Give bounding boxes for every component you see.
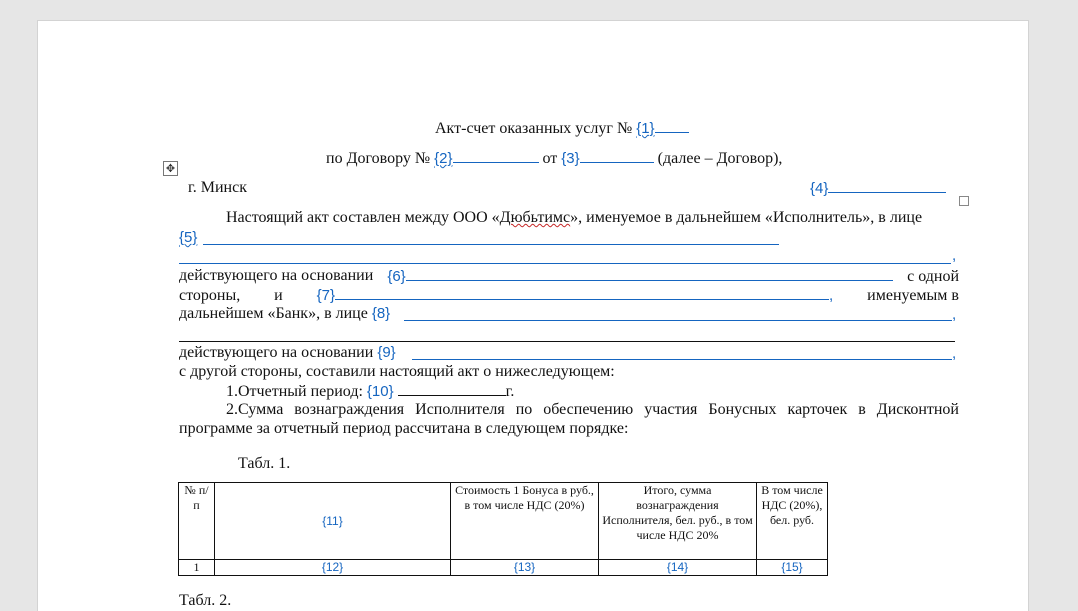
- comma-3: ,: [952, 306, 957, 323]
- placeholder-9[interactable]: {9}: [377, 344, 396, 361]
- table-1: [178, 482, 828, 576]
- city-label: г. Минск: [188, 179, 247, 196]
- placeholder-5-line: [203, 244, 779, 245]
- header-placeholder-11[interactable]: {11}: [215, 483, 451, 560]
- placeholder-2[interactable]: {2}: [434, 150, 453, 167]
- date-field: [810, 178, 946, 198]
- cell-placeholder-15[interactable]: {15}: [757, 560, 828, 576]
- table-2-caption: Табл. 2.: [179, 592, 232, 609]
- placeholder-5-line-2: [179, 263, 951, 264]
- paragraph-1-line-1: Настоящий акт составлен между ООО «Дюбьтимс», именуемое в дальнейшем «Исполнитель», в лице: [226, 209, 923, 226]
- table-1-header-row: [179, 483, 828, 560]
- placeholder-6-line: [406, 266, 893, 281]
- item-1: 1.Отчетный период: {10} г.: [226, 383, 515, 400]
- basis-line-1: действующего на основании {6} с одной: [179, 267, 959, 285]
- item-2-line-2: программе за отчетный период рассчитана в следующем порядке:: [179, 420, 629, 437]
- paragraph-1-line-2: [179, 228, 197, 247]
- cell-placeholder-13[interactable]: {13}: [451, 560, 599, 576]
- company-name: Дюбьтимс: [499, 209, 571, 226]
- placeholder-4[interactable]: {4}: [810, 180, 829, 197]
- table-move-icon[interactable]: ✥: [163, 161, 178, 176]
- placeholder-7[interactable]: {7}: [316, 287, 336, 304]
- placeholder-10-line: [398, 381, 506, 396]
- table-row: [179, 560, 828, 576]
- side-line: стороны, и {7} , именуемым в: [179, 287, 959, 304]
- cell-num[interactable]: 1: [179, 560, 215, 576]
- placeholder-7-line: [335, 285, 829, 300]
- comma-2: ,: [829, 287, 834, 304]
- document-title: Акт-счет оказанных услуг № {1}: [435, 118, 689, 138]
- placeholder-5[interactable]: {5}: [179, 229, 198, 246]
- item-2-line-1: 2.Сумма вознаграждения Исполнителя по обеспечению участия Бонусных карточек в Дисконтной: [226, 401, 959, 418]
- blank-line: [179, 341, 955, 342]
- placeholder-8-line: [404, 320, 952, 321]
- resize-handle-icon[interactable]: [959, 196, 969, 206]
- placeholder-4-line: [828, 178, 946, 193]
- placeholder-9-line: [412, 359, 952, 360]
- header-num[interactable]: № п/п: [179, 483, 215, 560]
- basis-line-2: действующего на основании {9}: [179, 344, 396, 361]
- cell-placeholder-12[interactable]: {12}: [215, 560, 451, 576]
- header-vat[interactable]: В том числе НДС (20%), бел. руб.: [757, 483, 828, 560]
- placeholder-3-line: [580, 148, 654, 163]
- placeholder-1-line: [655, 118, 689, 133]
- cell-placeholder-14[interactable]: {14}: [599, 560, 757, 576]
- placeholder-3[interactable]: {3}: [561, 150, 580, 167]
- placeholder-6[interactable]: {6}: [387, 268, 406, 285]
- bank-line: дальнейшем «Банк», в лице {8}: [179, 305, 391, 322]
- placeholder-2-line: [453, 148, 539, 163]
- placeholder-1[interactable]: {1}: [636, 120, 655, 137]
- comma-4: ,: [952, 345, 957, 362]
- placeholder-10[interactable]: {10}: [366, 383, 394, 400]
- comma-1: ,: [952, 247, 957, 264]
- other-side-line: с другой стороны, составили настоящий акт о нижеследующем:: [179, 363, 615, 380]
- header-total[interactable]: Итого, сумма вознаграждения Исполнителя, бел. руб., в том числе НДС 20%: [599, 483, 757, 560]
- contract-line: по Договору № {2} от {3} (далее – Договор),: [326, 150, 783, 167]
- table-1-caption: Табл. 1.: [238, 455, 291, 472]
- placeholder-8[interactable]: {8}: [371, 305, 391, 322]
- header-price[interactable]: Стоимость 1 Бонуса в руб., в том числе НДС (20%): [451, 483, 599, 560]
- document-page[interactable]: [38, 21, 1028, 611]
